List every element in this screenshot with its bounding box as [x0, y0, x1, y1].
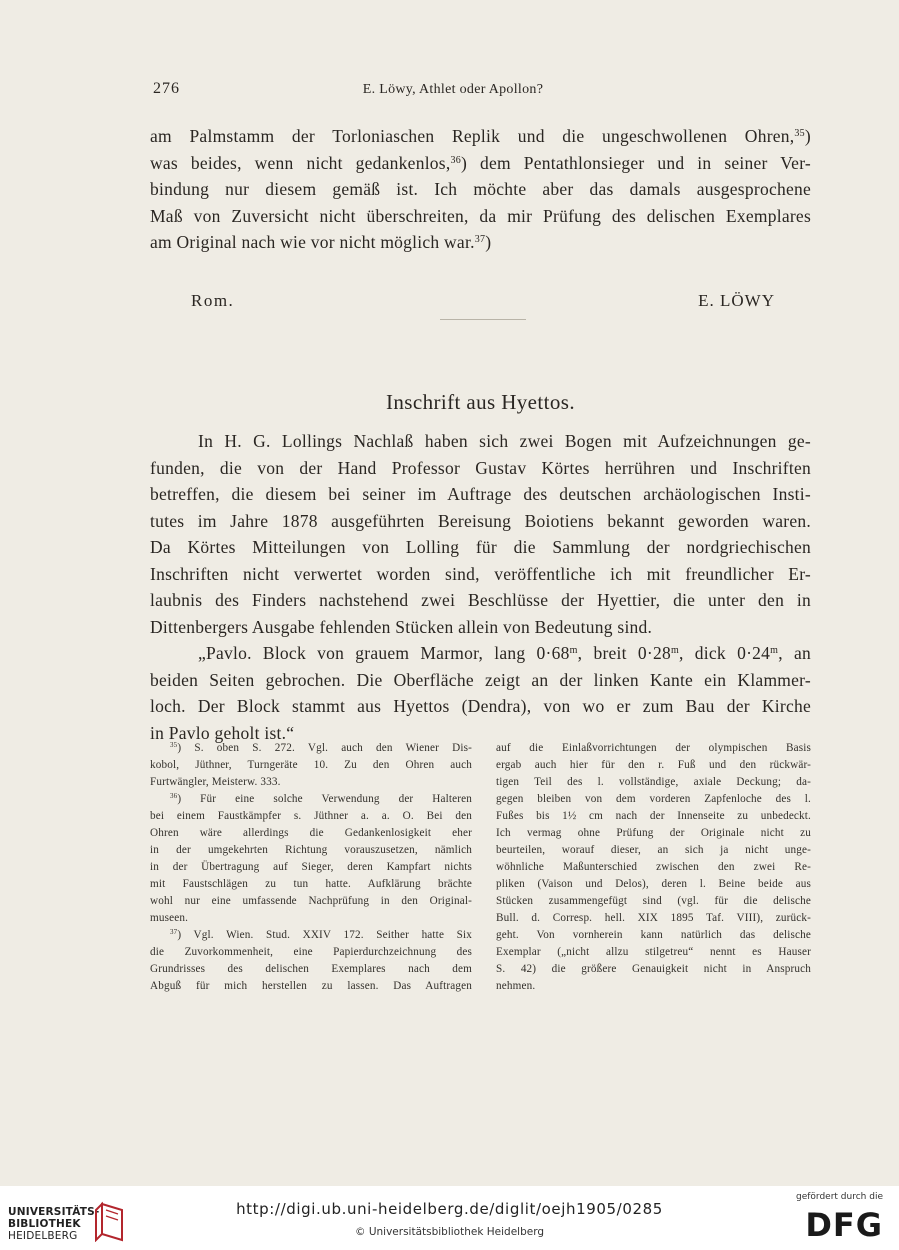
footnote-line: museen. [150, 912, 189, 924]
footnote-line: in der umgekehrten Richtung vorauszusetzen, nämlich [150, 844, 472, 856]
footnote-line: pliken (Vaison und Delos), deren l. Beine beide aus [496, 878, 811, 890]
footnote-line: in der Übertragung auf Sieger, deren Kampfart nichts [150, 861, 472, 873]
footnote-line: wohl nur eine umfassende Nachprüfung in den Original- [150, 895, 472, 907]
text-line: laubnis des Finders nachstehend zwei Beschlüsse der Hyettier, die unter den in [150, 590, 811, 610]
page-number: 276 [153, 80, 180, 97]
funder-badge[interactable] [793, 1192, 883, 1244]
signature-author: E. LÖWY [698, 291, 775, 310]
running-head [153, 80, 753, 104]
library-name-line: BIBLIOTHEK [8, 1218, 81, 1230]
footnote-line: S. 42) die größere Genauigkeit nicht in Anspruch [496, 963, 811, 975]
footnote-line: die Zuvorkommenheit, eine Papierdurchzeichnung des [150, 946, 472, 958]
footnote-line: $^{35}$) S. oben S. 272. Vgl. auch den Wiener Dis- [170, 741, 472, 754]
running-title: E. Löwy, Athlet oder Apollon? [362, 82, 544, 97]
footnote-line: tigen Teil des l. vollständige, axiale Deckung; da- [496, 776, 811, 788]
text-line: In H. G. Lollings Nachlaß haben sich zwei Bogen mit Aufzeichnungen ge- [198, 431, 811, 451]
library-name-line: HEIDELBERG [8, 1230, 78, 1242]
text-line: Maß von Zuversicht nicht überschreiten, da mir Prüfung des delischen Exemplares [150, 205, 811, 226]
closing-paragraph [150, 123, 811, 256]
footnote-line: Ich vermag ohne Prüfung der Originale nicht zu [496, 827, 811, 839]
footnotes-left-column [150, 740, 472, 995]
text-line: funden, die von der Hand Professor Gustav Körtes herrühren und Inschriften [150, 457, 811, 478]
copyright-notice: © Universitätsbibliothek Heidelberg [354, 1226, 544, 1238]
text-line: beiden Seiten gebrochen. Die Oberfläche zeigt an der linken Kante ein Klammer- [150, 669, 811, 690]
text-line: Dittenbergers Ausgabe fehlenden Stücken allein von Bedeutung sind. [150, 616, 653, 637]
footnote-line: wöhnliche Maßunterschied zwischen den zwei Re- [496, 861, 811, 873]
section-heading: Inschrift aus Hyettos. [385, 390, 575, 414]
text-line: loch. Der Block stammt aus Hyettos (Dendra), von wo er zum Bau der Kirche [150, 696, 811, 716]
text-line: am Original nach wie vor nicht möglich war.$^{37}$) [150, 232, 492, 252]
footnote-line: kobol, Jüthner, Turngeräte 10. Zu den Ohren auch [150, 759, 472, 771]
footnote-line: Grundrisses des delischen Exemplares nach dem [150, 963, 472, 975]
text-line: was beides, wenn nicht gedankenlos,$^{36}$) dem Pentathlonsieger und in seiner Ver- [150, 152, 811, 173]
section-divider [440, 319, 526, 320]
text-line: in Pavlo geholt ist.“ [150, 722, 295, 743]
footnote-line: Furtwängler, Meisterw. 333. [150, 776, 281, 788]
footnote-line: Abguß für mich herstellen zu lassen. Das Auftragen [150, 980, 472, 992]
dfg-logo: DFG [805, 1206, 883, 1244]
footnote-line: nehmen. [496, 980, 536, 992]
footnotes-right-column [496, 740, 811, 995]
footnote-line: Exemplar („nicht allzu stilgetreu“ nennt es Hauser [496, 946, 811, 958]
library-name-line: UNIVERSITÄTS- [8, 1206, 100, 1218]
viewer-footer [0, 1186, 899, 1250]
footnote-line: bei einem Faustkämpfer s. Jüthner a. a. O. Bei den [150, 810, 472, 822]
footnote-line: $^{37}$) Vgl. Wien. Stud. XXIV 172. Seither hatte Six [170, 928, 472, 941]
footnote-line: mit Faustschlägen zu tun hatte. Aufklärung brächte [150, 878, 472, 890]
text-line: „Pavlo. Block von grauem Marmor, lang $0\cdot 68^m$, breit $0\cdot 28^m$, dick $0\cdot 24^m$, an [198, 643, 811, 663]
footnote-line: $^{36}$) Für eine solche Verwendung der Halteren [170, 792, 472, 805]
article-body [150, 428, 811, 746]
text-line: betreffen, die diesem bei seiner im Auftrage des deutschen archäologischen Insti- [150, 484, 811, 504]
signature-place: Rom. [191, 291, 235, 310]
footnote-line: Bull. d. Corresp. hell. XIX 1895 Taf. VIII), zurück- [496, 912, 811, 924]
footnote-line: ergab auch hier für den r. Fuß und den rückwär- [496, 759, 811, 771]
footnote-line: Fußes bis 1½ cm nach der Innenseite zu unbedeckt. [496, 810, 811, 822]
footnote-line: beurteilen, worauf dieser, an sich ja nicht unge- [496, 844, 811, 856]
footnote-line: Ohren wäre allerdings die Gedankenlosigkeit eher [150, 827, 472, 839]
text-line: am Palmstamm der Torloniaschen Replik und die ungeschwollenen Ohren,$^{35}$) [150, 126, 811, 146]
footnote-line: auf die Einlaßvorrichtungen der olympischen Basis [496, 742, 811, 754]
footnote-line: geht. Von vornherein kann natürlich das delische [496, 929, 811, 941]
footnote-line: gegen bleiben von dem vorderen Zapfenloche des l. [496, 793, 811, 805]
funder-label: gefördert durch die [796, 1192, 883, 1202]
text-line: tutes im Jahre 1878 ausgeführten Bereisung Boiotiens bekannt geworden waren. [150, 510, 811, 531]
text-line: bindung nur diesem gemäß ist. Ich möchte aber das damals ausgesprochene [150, 179, 811, 199]
footnote-line: Stücken zusammengefügt sind (vgl. für die delische [496, 895, 811, 907]
text-line: Inschriften nicht verwertet worden sind, veröffentliche ich mit freundlicher Er- [150, 563, 811, 584]
text-line: Da Körtes Mitteilungen von Lolling für die Sammlung der nordgriechischen [150, 537, 811, 557]
permalink-url[interactable]: http://digi.ub.uni-heidelberg.de/diglit/oejh1905/0285 [236, 1200, 663, 1218]
